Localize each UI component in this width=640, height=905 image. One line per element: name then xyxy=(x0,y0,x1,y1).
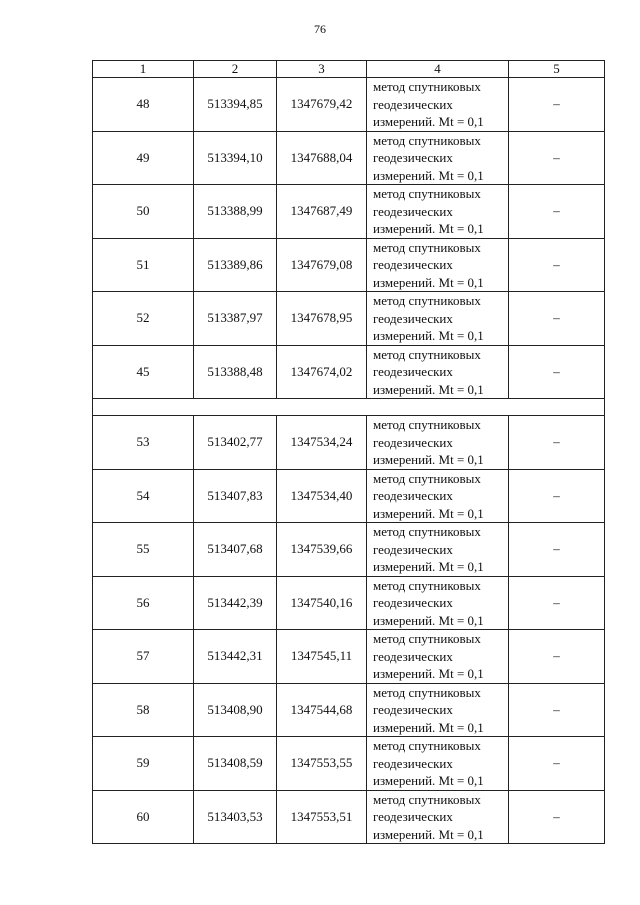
error-cell: – xyxy=(509,292,605,346)
table-row xyxy=(93,185,605,239)
method-line: измерений. Mt = 0,1 xyxy=(373,221,484,236)
method-line: геодезических xyxy=(373,257,453,272)
method-cell xyxy=(367,185,509,239)
point-number-cell: 50 xyxy=(93,185,194,239)
point-number-cell: 56 xyxy=(93,576,194,630)
table-row xyxy=(93,737,605,791)
point-number-cell: 52 xyxy=(93,292,194,346)
method-line: измерений. Mt = 0,1 xyxy=(373,167,484,183)
table-row xyxy=(93,292,605,346)
method-line: измерений. Mt = 0,1 xyxy=(373,381,484,397)
method-line: метод спутниковых xyxy=(373,239,481,255)
point-number-cell: 60 xyxy=(93,790,194,844)
x-coordinate-cell: 513389,86 xyxy=(194,238,277,292)
group-separator-row xyxy=(93,399,605,416)
y-coordinate-cell: 1347679,08 xyxy=(277,238,367,292)
point-number-cell: 58 xyxy=(93,683,194,737)
point-number-cell: 49 xyxy=(93,131,194,185)
error-cell: – xyxy=(509,469,605,523)
point-number-cell: 54 xyxy=(93,469,194,523)
method-cell xyxy=(367,630,509,684)
method-line: метод спутниковых xyxy=(373,524,481,539)
method-line: измерений. Mt = 0,1 xyxy=(373,559,484,574)
column-header: 2 xyxy=(194,61,277,78)
x-coordinate-cell: 513394,85 xyxy=(194,78,277,132)
x-coordinate-cell: 513442,39 xyxy=(194,576,277,630)
method-line: метод спутниковых xyxy=(373,417,481,432)
error-cell: – xyxy=(509,78,605,132)
point-number-cell: 51 xyxy=(93,238,194,292)
method-line: геодезических xyxy=(373,203,453,219)
column-header: 3 xyxy=(277,61,367,78)
method-cell xyxy=(367,576,509,630)
table-row xyxy=(93,416,605,470)
method-line: метод спутниковых xyxy=(373,738,481,753)
method-line: геодезических xyxy=(373,809,453,824)
method-cell xyxy=(367,78,509,132)
method-line: метод спутниковых xyxy=(373,791,481,807)
error-cell: – xyxy=(509,185,605,239)
y-coordinate-cell: 1347544,68 xyxy=(277,683,367,737)
y-coordinate-cell: 1347534,40 xyxy=(277,469,367,523)
method-line: метод спутниковых xyxy=(373,684,481,700)
table-row xyxy=(93,131,605,185)
error-cell: – xyxy=(509,345,605,399)
method-line: измерений. Mt = 0,1 xyxy=(373,719,484,735)
method-line: геодезических xyxy=(373,96,453,112)
table-row xyxy=(93,238,605,292)
method-line: измерений. Mt = 0,1 xyxy=(373,666,484,681)
error-cell: – xyxy=(509,523,605,577)
table-row xyxy=(93,790,605,844)
method-cell xyxy=(367,345,509,399)
error-cell: – xyxy=(509,131,605,185)
method-line: измерений. Mt = 0,1 xyxy=(373,773,484,788)
separator-cell xyxy=(93,399,605,416)
method-line: метод спутниковых xyxy=(373,132,481,148)
y-coordinate-cell: 1347534,24 xyxy=(277,416,367,470)
point-number-cell: 55 xyxy=(93,523,194,577)
error-cell: – xyxy=(509,683,605,737)
y-coordinate-cell: 1347553,51 xyxy=(277,790,367,844)
method-line: метод спутниковых xyxy=(373,346,481,362)
x-coordinate-cell: 513388,99 xyxy=(194,185,277,239)
error-cell: – xyxy=(509,630,605,684)
point-number-cell: 53 xyxy=(93,416,194,470)
method-line: измерений. Mt = 0,1 xyxy=(373,114,484,129)
point-number-cell: 57 xyxy=(93,630,194,684)
method-cell xyxy=(367,292,509,346)
method-line: геодезических xyxy=(373,150,453,165)
y-coordinate-cell: 1347674,02 xyxy=(277,345,367,399)
table-row xyxy=(93,78,605,132)
method-line: измерений. Mt = 0,1 xyxy=(373,452,484,467)
header-row xyxy=(93,61,605,78)
method-line: измерений. Mt = 0,1 xyxy=(373,612,484,628)
table-row xyxy=(93,523,605,577)
method-cell xyxy=(367,469,509,523)
error-cell: – xyxy=(509,737,605,791)
table-row xyxy=(93,469,605,523)
x-coordinate-cell: 513408,90 xyxy=(194,683,277,737)
column-header: 4 xyxy=(367,61,509,78)
error-cell: – xyxy=(509,416,605,470)
y-coordinate-cell: 1347688,04 xyxy=(277,131,367,185)
method-line: измерений. Mt = 0,1 xyxy=(373,826,484,842)
error-cell: – xyxy=(509,576,605,630)
table-row xyxy=(93,630,605,684)
x-coordinate-cell: 513388,48 xyxy=(194,345,277,399)
x-coordinate-cell: 513408,59 xyxy=(194,737,277,791)
y-coordinate-cell: 1347679,42 xyxy=(277,78,367,132)
method-line: геодезических xyxy=(373,434,453,450)
method-cell xyxy=(367,790,509,844)
point-number-cell: 48 xyxy=(93,78,194,132)
method-cell xyxy=(367,683,509,737)
x-coordinate-cell: 513407,83 xyxy=(194,469,277,523)
x-coordinate-cell: 513442,31 xyxy=(194,630,277,684)
table-row xyxy=(93,345,605,399)
x-coordinate-cell: 513407,68 xyxy=(194,523,277,577)
method-line: метод спутниковых xyxy=(373,631,481,646)
x-coordinate-cell: 513394,10 xyxy=(194,131,277,185)
method-line: геодезических xyxy=(373,488,453,503)
point-number-cell: 45 xyxy=(93,345,194,399)
method-line: геодезических xyxy=(373,648,453,664)
method-line: измерений. Mt = 0,1 xyxy=(373,274,484,290)
x-coordinate-cell: 513403,53 xyxy=(194,790,277,844)
table-row xyxy=(93,683,605,737)
method-line: измерений. Mt = 0,1 xyxy=(373,328,484,343)
y-coordinate-cell: 1347540,16 xyxy=(277,576,367,630)
method-cell xyxy=(367,523,509,577)
error-cell: – xyxy=(509,238,605,292)
method-line: метод спутниковых xyxy=(373,577,481,593)
y-coordinate-cell: 1347687,49 xyxy=(277,185,367,239)
y-coordinate-cell: 1347678,95 xyxy=(277,292,367,346)
column-header: 5 xyxy=(509,61,605,78)
method-cell xyxy=(367,416,509,470)
y-coordinate-cell: 1347545,11 xyxy=(277,630,367,684)
x-coordinate-cell: 513387,97 xyxy=(194,292,277,346)
table-row xyxy=(93,576,605,630)
method-line: метод спутниковых xyxy=(373,470,481,486)
method-line: измерений. Mt = 0,1 xyxy=(373,505,484,521)
method-cell xyxy=(367,131,509,185)
method-cell xyxy=(367,737,509,791)
table-body xyxy=(93,78,605,844)
column-header: 1 xyxy=(93,61,194,78)
point-number-cell: 59 xyxy=(93,737,194,791)
coordinates-table xyxy=(92,60,605,844)
method-line: геодезических xyxy=(373,702,453,717)
method-line: геодезических xyxy=(373,595,453,610)
method-line: метод спутниковых xyxy=(373,293,481,308)
error-cell: – xyxy=(509,790,605,844)
method-cell xyxy=(367,238,509,292)
method-line: геодезических xyxy=(373,364,453,379)
method-line: метод спутниковых xyxy=(373,79,481,94)
y-coordinate-cell: 1347553,55 xyxy=(277,737,367,791)
y-coordinate-cell: 1347539,66 xyxy=(277,523,367,577)
method-line: геодезических xyxy=(373,541,453,557)
page-number: 76 xyxy=(314,22,326,36)
method-line: метод спутниковых xyxy=(373,186,481,201)
method-line: геодезических xyxy=(373,755,453,771)
x-coordinate-cell: 513402,77 xyxy=(194,416,277,470)
method-line: геодезических xyxy=(373,310,453,326)
